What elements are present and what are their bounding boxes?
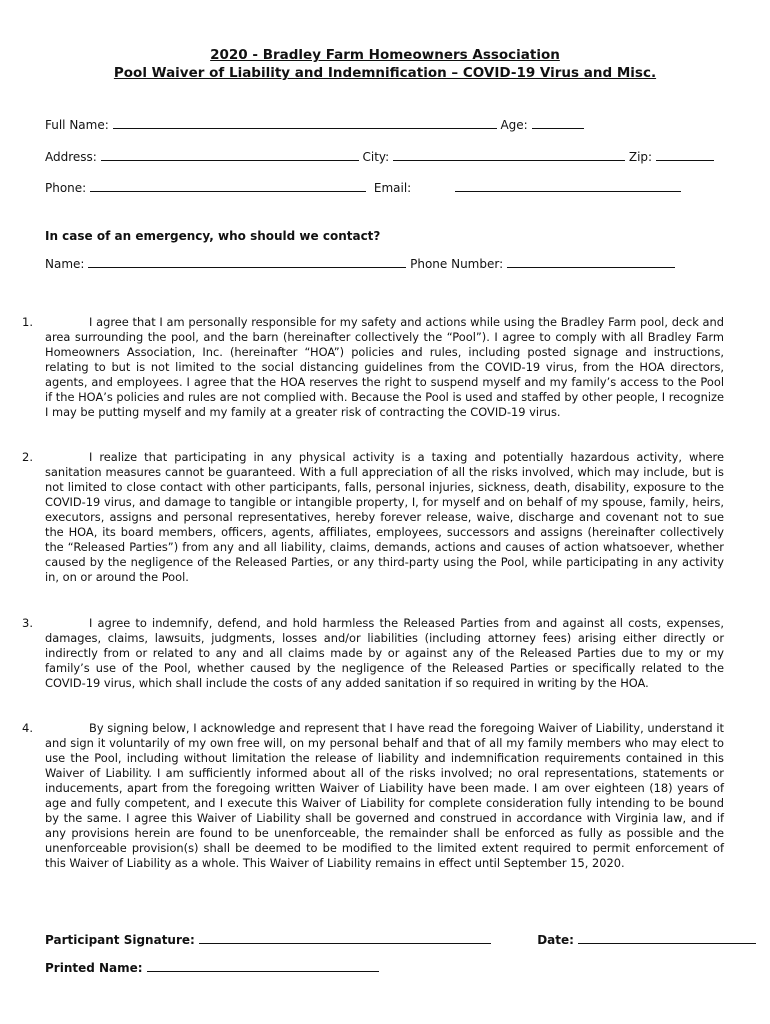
- emergency-heading: In case of an emergency, who should we contact?: [45, 229, 381, 243]
- emergency-name-label: Name:: [45, 257, 85, 271]
- clause-number: 3.: [22, 616, 33, 630]
- age-field[interactable]: [532, 117, 584, 129]
- clause-text: I agree to indemnify, defend, and hold harmless the Released Parties from and against all costs, expenses, damages, claims, lawsuits, judgments, losses and/or liabilities (including attorney fees) arising either directly or indirectly from or related to any and all claims made by or against any of the Released Parties due to my or my family’s use of the Pool, whether caused by the negligence of the Released Parties or specifically related to the COVID-19 virus, which shall include the costs of any added sanitation if so required in writing by the HOA.: [45, 616, 724, 690]
- clause-text: I agree that I am personally responsible for my safety and actions while using the Bradley Farm pool, deck and area surrounding the pool, and the barn (hereinafter collectively the “Pool”). I agree to comply with all Bradley Farm Homeowners Association, Inc. (hereinafter “HOA”) policies and rules, including posted signage and instructions, relating to but is not limited to the social distancing guidelines from the COVID-19 virus, from the HOA directors, agents, and employees. I agree that the HOA reserves the right to suspend myself and my family’s access to the Pool if the HOA’s policies and rules are not complied with. Because the Pool is used and staffed by other people, I recognize I may be putting myself and my family at a greater risk of contracting the COVID-19 virus.: [45, 315, 724, 419]
- phone-row: [45, 180, 681, 195]
- printed-name-label: Printed Name:: [45, 961, 143, 975]
- printed-name-row: [45, 960, 379, 975]
- document-subtitle: Pool Waiver of Liability and Indemnification – COVID-19 Virus and Misc.: [113, 65, 657, 81]
- phone-field[interactable]: [90, 180, 366, 192]
- city-label: City:: [362, 150, 390, 164]
- address-field[interactable]: [101, 149, 359, 161]
- age-label: Age:: [500, 118, 528, 132]
- email-field[interactable]: [455, 180, 681, 192]
- date-field[interactable]: [578, 932, 756, 944]
- clause-number: 1.: [22, 315, 33, 329]
- clause-text: I realize that participating in any physical activity is a taxing and potentially hazardous activity, where sanitation measures cannot be guaranteed. With a full appreciation of all the risks involved, which may include, but is not limited to close contact with other participants, falls, personal injuries, sickness, death, disability, exposure to the COVID-19 virus, and damage to tangible or intangible property, I, for myself and on behalf of my spouse, family, heirs, executors, assigns and personal representatives, hereby forever release, waive, discharge and covenant not to sue the HOA, its board members, officers, agents, affiliates, employees, successors and assigns (hereinafter collectively the “Released Parties”) from any and all liability, claims, demands, actions and causes of action whatsoever, whether caused by the negligence of the Released Parties, or any third-party using the Pool, while participating in any activity in, on or around the Pool.: [45, 450, 724, 584]
- clause-text: By signing below, I acknowledge and represent that I have read the foregoing Waiver of Liability, understand it and sign it voluntarily of my own free will, on my personal behalf and that of all my family members who may elect to use the Pool, including without limitation the release of liability and indemnification requirements contained in this Waiver of Liability. I am sufficiently informed about all of the risks involved; no oral representations, statements or inducements, apart from the foregoing written Waiver of Liability have been made. I am over eighteen (18) years of age and fully competent, and I execute this Waiver of Liability for complete consideration fully intending to be bound by the same. I agree this Waiver of Liability shall be governed and construed in accordance with Virginia law, and if any provisions herein are found to be unenforceable, the remainder shall be enforced as fully as possible and the unenforceable provision(s) shall be deemed to be modified to the limited extent required to permit enforcement of this Waiver of Liability as a whole. This Waiver of Liability remains in effect until September 15, 2020.: [45, 721, 724, 870]
- zip-label: Zip:: [628, 150, 653, 164]
- full-name-row: [45, 117, 584, 132]
- printed-name-field[interactable]: [147, 960, 379, 972]
- emergency-phone-field[interactable]: [507, 256, 675, 268]
- full-name-field[interactable]: [113, 117, 497, 129]
- address-label: Address:: [45, 150, 97, 164]
- emergency-name-field[interactable]: [88, 256, 406, 268]
- participant-signature-label: Participant Signature:: [45, 933, 195, 947]
- date-label: Date:: [537, 933, 574, 947]
- address-row: [45, 149, 714, 164]
- clause-number: 2.: [22, 450, 33, 464]
- signature-row: [45, 932, 756, 947]
- emergency-row: [45, 256, 675, 271]
- emergency-phone-label: Phone Number:: [410, 257, 504, 271]
- full-name-label: Full Name:: [45, 118, 109, 132]
- phone-label: Phone:: [45, 181, 87, 195]
- document-title: 2020 - Bradley Farm Homeowners Association: [210, 47, 560, 63]
- zip-field[interactable]: [656, 149, 714, 161]
- participant-signature-field[interactable]: [199, 932, 491, 944]
- email-label: Email:: [373, 181, 412, 195]
- clause-number: 4.: [22, 721, 33, 735]
- city-field[interactable]: [393, 149, 625, 161]
